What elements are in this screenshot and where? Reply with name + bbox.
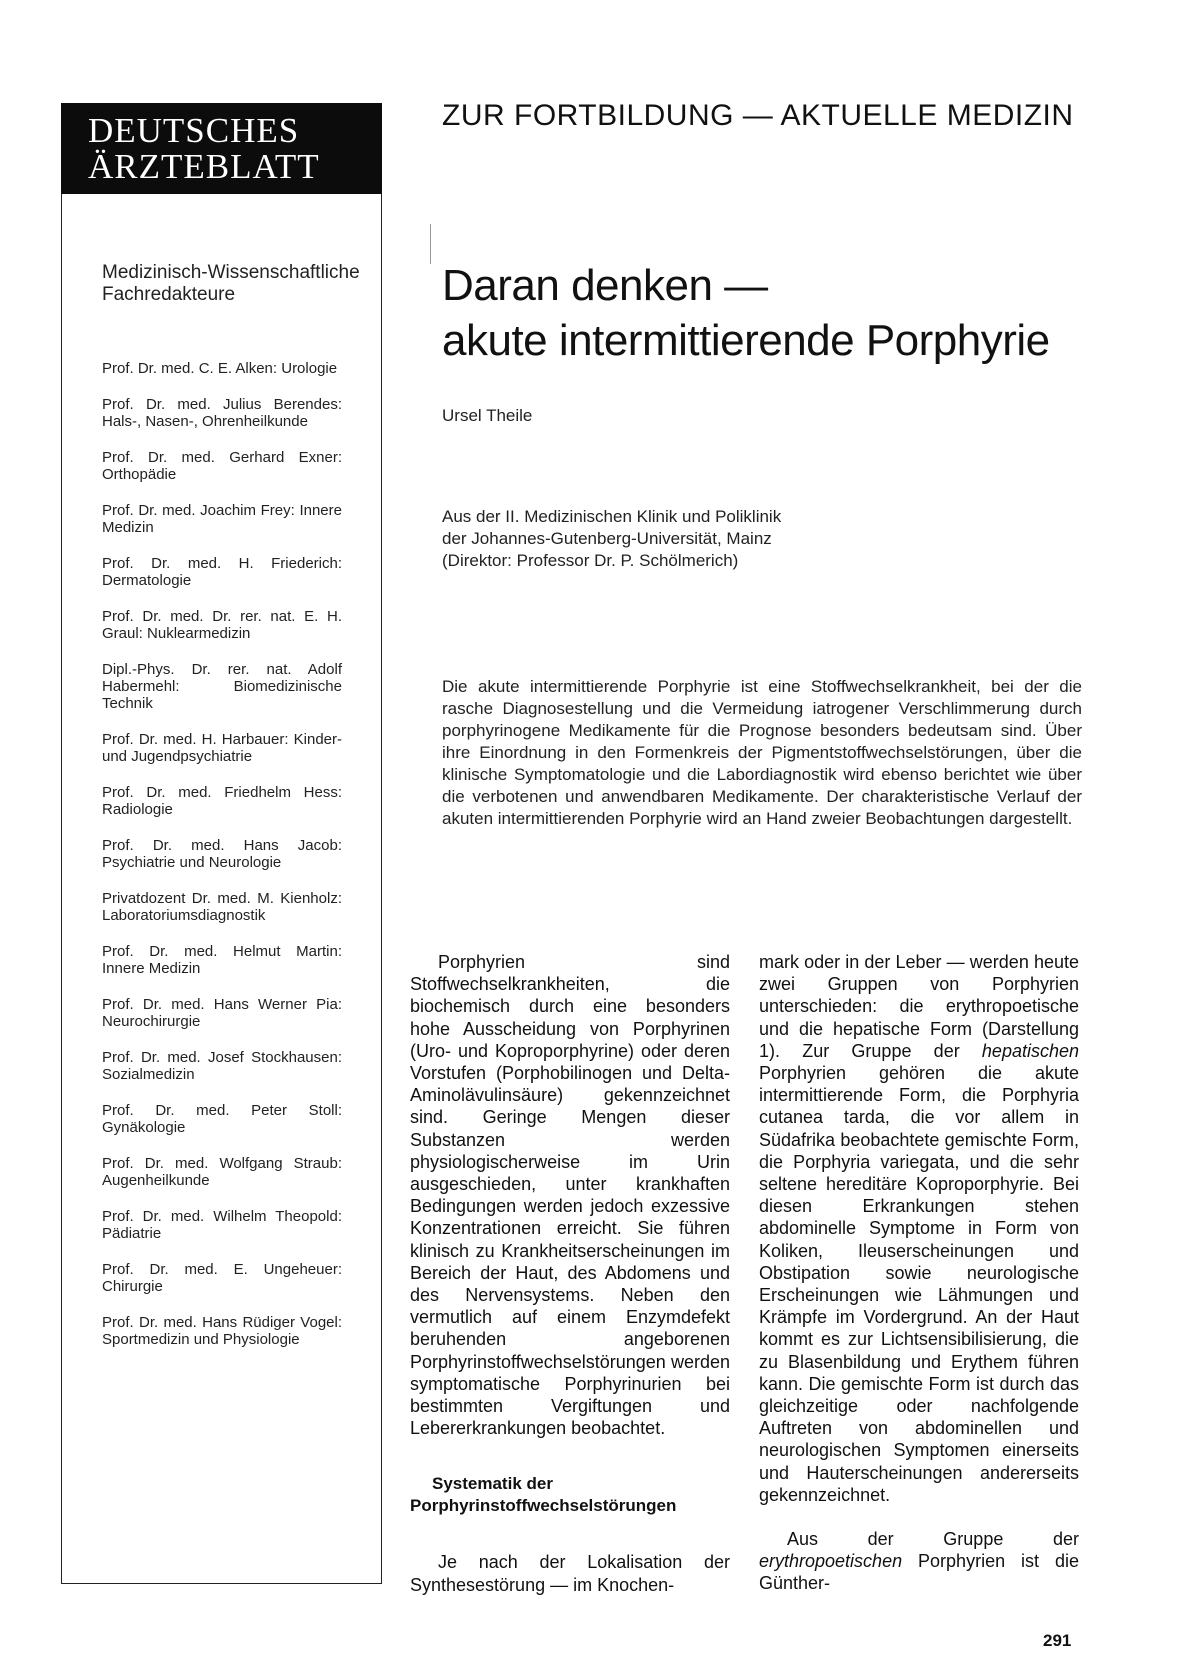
editor-entry: Prof. Dr. med. Hans Rüdiger Vogel: Sportmedizin und Physiologie bbox=[102, 1314, 342, 1348]
body-column-1 bbox=[410, 951, 730, 1596]
editor-entry: Prof. Dr. med. Peter Stoll: Gynäkologie bbox=[102, 1102, 342, 1136]
sidebar-title: Medizinisch-Wissenschaftliche Fachredakteure bbox=[102, 262, 360, 305]
article-title-line-1: Daran denken — bbox=[442, 261, 768, 310]
affiliation-line: Aus der II. Medizinischen Klinik und Poliklinik bbox=[442, 507, 782, 526]
body-paragraph bbox=[759, 951, 1079, 1506]
body-column-2 bbox=[759, 951, 1079, 1595]
affiliation-line: (Direktor: Professor Dr. P. Schölmerich) bbox=[442, 551, 739, 570]
editor-entry: Prof. Dr. med. Wilhelm Theopold: Pädiatrie bbox=[102, 1208, 342, 1242]
editor-entry: Prof. Dr. med. Hans Jacob: Psychiatrie und Neurologie bbox=[102, 837, 342, 871]
editor-entry: Prof. Dr. med. Dr. rer. nat. E. H. Graul: Nuklearmedizin bbox=[102, 608, 342, 642]
affiliation-line: der Johannes-Gutenberg-Universität, Mainz bbox=[442, 529, 772, 548]
body-paragraph bbox=[759, 1528, 1079, 1595]
editor-entry: Privatdozent Dr. med. M. Kienholz: Laboratoriumsdiagnostik bbox=[102, 890, 342, 924]
page-number: 291 bbox=[1043, 1631, 1072, 1650]
abstract: Die akute intermittierende Porphyrie ist eine Stoffwechselkrankheit, bei der die rasche Diagnosestellung und die Vermeidung iatrogener Verschlimmerung durch porphyrinogene Medikamente für die Prognose besonders bedeutsam sind. Über ihre Einordnung in den Formenkreis der Pigmentstoffwechselstörungen, über die klinische Symptomatologie und die Labordiagnostik wird ebenso berichtet wie über die verbotenen und anwendbaren Medikamente. Der charakteristische Verlauf der akuten intermittierenden Porphyrie wird an Hand zweier Beobachtungen dargestellt. bbox=[442, 677, 1082, 828]
emphasis-text: erythropoetischen bbox=[759, 1551, 903, 1572]
masthead-line-1: DEUTSCHES bbox=[88, 111, 300, 150]
article-title-line-2: akute intermittierende Porphyrie bbox=[442, 316, 1050, 365]
journal-masthead bbox=[61, 103, 382, 194]
body-text: Porphyrien gehören die akute intermittierende Form, die Porphyria cutanea tarda, die vor allem in Südafrika beobachtete gemischte Form, die Porphyria variegata, und die sehr seltene hereditäre Koproporphyrie. Bei diesen Erkrankungen stehen abdominelle Symptome in Form von Koliken, Ileuserscheinungen und Obstipation sowie neurologische Erscheinungen wie Lähmungen und Krämpfe im Vordergrund. An der Haut kommt es zur Lichtsensibilisierung, die zu Blasenbildung und Erythem führen kann. Die gemischte Form ist durch das gleichzeitige oder nachfolgende Auftreten von abdominellen und neurologischen Symptomen einerseits und Hauterscheinungen andererseits gekennzeichnet. bbox=[759, 1063, 1079, 1505]
editor-entry: Prof. Dr. med. Friedhelm Hess: Radiologie bbox=[102, 784, 342, 818]
masthead-line-2: ÄRZTEBLATT bbox=[88, 147, 320, 186]
editor-entry: Prof. Dr. med. Wolfgang Straub: Augenheilkunde bbox=[102, 1155, 342, 1189]
editor-entry: Prof. Dr. med. Julius Berendes: Hals-, Nasen-, Ohrenheilkunde bbox=[102, 396, 342, 430]
editor-entry: Prof. Dr. med. Helmut Martin: Innere Medizin bbox=[102, 943, 342, 977]
body-text: Aus der Gruppe der bbox=[787, 1529, 1079, 1550]
editor-entry: Prof. Dr. med. C. E. Alken: Urologie bbox=[102, 360, 338, 377]
editor-entry: Prof. Dr. med. Hans Werner Pia: Neurochirurgie bbox=[102, 996, 342, 1030]
subheading-line-2: Porphyrinstoffwechselstörungen bbox=[410, 1496, 677, 1516]
editor-entry: Prof. Dr. med. Josef Stockhausen: Sozialmedizin bbox=[102, 1049, 342, 1083]
editor-entry: Dipl.-Phys. Dr. rer. nat. Adolf Habermehl: Biomedizinische Technik bbox=[102, 661, 342, 712]
subheading-line-1: Systematik der bbox=[432, 1474, 553, 1494]
editor-entry: Prof. Dr. med. Gerhard Exner: Orthopädie bbox=[102, 449, 342, 483]
editor-list bbox=[102, 360, 342, 1367]
section-heading: ZUR FORTBILDUNG — AKTUELLE MEDIZIN bbox=[442, 99, 1074, 132]
subheading bbox=[410, 1473, 730, 1517]
body-paragraph: Porphyrien sind Stoffwechselkrankheiten, die biochemisch durch eine besonders hohe Ausscheidung von Porphyrinen (Uro- und Koproporphyrine) oder deren Vorstufen (Porphobilinogen und Delta-Aminolävulinsäure) gekennzeichnet sind. Geringe Mengen dieser Substanzen werden physiologischerweise im Urin ausgeschieden, unter krankhaften Bedingungen werden jedoch exzessive Konzentrationen erreicht. Sie führen klinisch zu Krankheitserscheinungen im Bereich der Haut, des Abdomens und des Nervensystems. Neben den vermutlich auf einem Enzymdefekt beruhenden angeborenen Porphyrinstoffwechselstörungen werden symptomatische Porphyrinurien bei bestimmten Vergiftungen und Lebererkrankungen beobachtet. bbox=[410, 952, 730, 1439]
body-text: Porphyrien ist die Günther- bbox=[759, 1551, 1079, 1594]
article-title bbox=[442, 258, 1142, 368]
editor-entry: Prof. Dr. med. H. Friederich: Dermatologie bbox=[102, 555, 342, 589]
affiliation bbox=[442, 506, 1082, 572]
author-name: Ursel Theile bbox=[442, 406, 533, 425]
divider bbox=[430, 224, 431, 264]
editor-entry: Prof. Dr. med. Joachim Frey: Innere Medizin bbox=[102, 502, 342, 536]
body-paragraph: Je nach der Lokalisation der Synthesestörung — im Knochen- bbox=[410, 1552, 730, 1595]
editor-entry: Prof. Dr. med. E. Ungeheuer: Chirurgie bbox=[102, 1261, 342, 1295]
editor-entry: Prof. Dr. med. H. Harbauer: Kinder- und Jugendpsychiatrie bbox=[102, 731, 342, 765]
emphasis-text: hepatischen bbox=[981, 1040, 1079, 1061]
body-text: mark oder in der Leber — werden heute zwei Gruppen von Porphyrien unterschieden: die erythropoetische und die hepatische Form (Darstellung 1). Zur Gruppe der bbox=[759, 952, 1079, 1061]
